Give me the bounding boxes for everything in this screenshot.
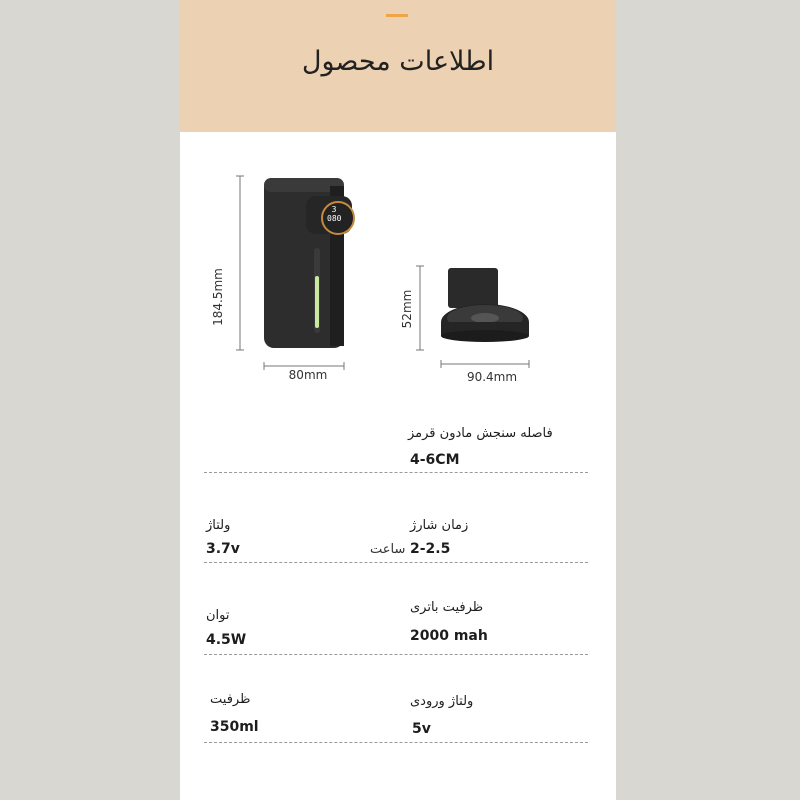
voltage-value: 3.7v — [206, 541, 240, 557]
base-width-label: 90.4mm — [466, 370, 518, 384]
page-title: اطلاعات محصول — [301, 46, 495, 77]
input-voltage-label: ولتاژ ورودی — [410, 694, 474, 709]
voltage-label: ولتاژ — [206, 518, 231, 533]
capacity-value: 350ml — [210, 719, 259, 735]
display-line-2: 080 — [327, 214, 342, 223]
divider — [204, 742, 588, 743]
product-info-sheet — [180, 0, 616, 800]
sensing-distance-value: 4-6CM — [410, 452, 460, 468]
sensing-distance-label: فاصله سنجش مادون قرمز — [408, 426, 553, 441]
divider — [204, 562, 588, 563]
power-label: توان — [206, 608, 230, 623]
capacity-label: ظرفیت — [210, 692, 251, 707]
divider — [204, 472, 588, 473]
dispenser-illustration — [210, 168, 360, 388]
power-value: 4.5W — [206, 632, 247, 648]
dispenser-height-label: 184.5mm — [211, 268, 225, 326]
base-height-label: 52mm — [400, 289, 414, 329]
battery-label: ظرفیت باتری — [410, 600, 484, 615]
battery-value: 2000 mah — [410, 628, 488, 644]
dispenser-width-label: 80mm — [288, 368, 328, 382]
device-display — [327, 205, 341, 223]
header-banner — [180, 0, 616, 132]
display-line-1: 3 — [331, 205, 337, 214]
header-accent-line — [386, 14, 408, 17]
charge-time-label: زمان شارژ — [410, 518, 469, 533]
charge-time-unit: ساعت — [370, 542, 406, 557]
divider — [204, 654, 588, 655]
charge-time-value: 2-2.5 — [410, 541, 451, 557]
base-tray-illustration — [410, 260, 540, 380]
input-voltage-value: 5v — [412, 721, 431, 737]
